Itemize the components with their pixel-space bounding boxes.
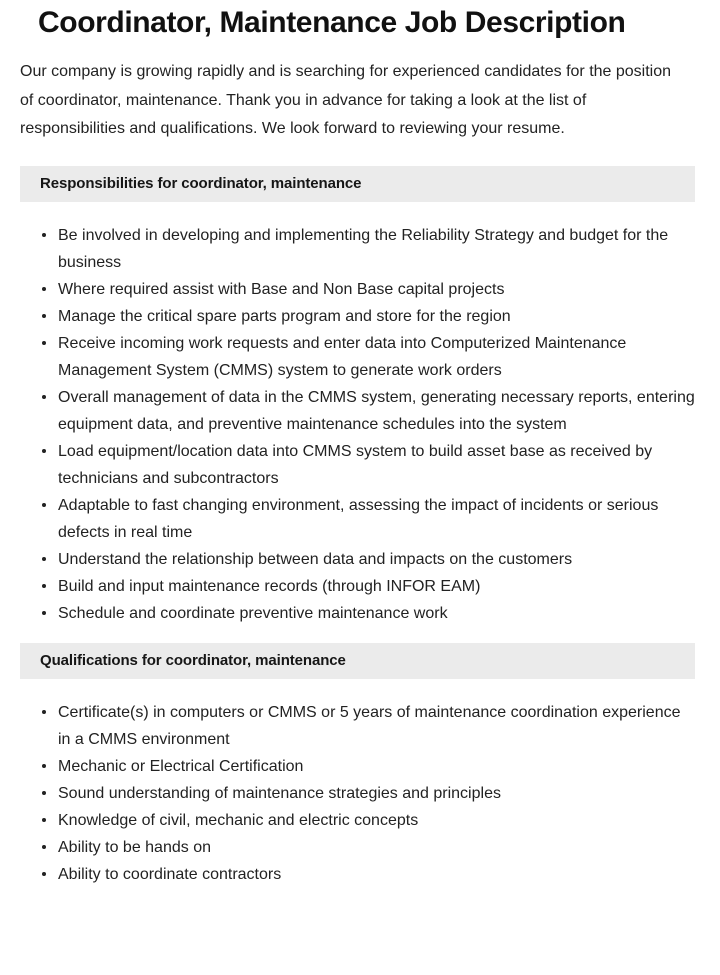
list-item-text: Adaptable to fast changing environment, assessing the impact of incidents or serious defects in real time [58,496,659,541]
list-item-text: Ability to coordinate contractors [58,865,282,883]
responsibilities-heading-band [20,166,695,202]
list-item [0,753,720,780]
list-item [0,303,720,330]
list-item [0,600,720,627]
qualifications-heading-band [20,643,695,679]
list-item-text: Certificate(s) in computers or CMMS or 5 years of maintenance coordination experience in a CMMS environment [58,703,681,748]
qualifications-list [0,679,720,888]
list-item [0,573,720,600]
list-item-text: Schedule and coordinate preventive maintenance work [58,604,448,622]
list-item [0,834,720,861]
list-item [0,780,720,807]
list-item [0,222,720,276]
list-item-text: Be involved in developing and implementing the Reliability Strategy and budget for the business [58,226,669,271]
list-item-text: Knowledge of civil, mechanic and electric concepts [58,811,419,829]
list-item [0,861,720,888]
bullet-icon [42,710,46,714]
bullet-icon [42,845,46,849]
bullet-icon [42,818,46,822]
list-item-text: Understand the relationship between data and impacts on the customers [58,550,573,568]
page-title: Coordinator, Maintenance Job Description [38,6,626,39]
bullet-icon [42,233,46,237]
list-item-text: Ability to be hands on [58,838,211,856]
responsibilities-section [0,144,720,627]
responsibilities-heading: Responsibilities for coordinator, maintenance [40,174,362,192]
bullet-icon [42,314,46,318]
list-item-text: Build and input maintenance records (through INFOR EAM) [58,577,481,595]
list-item [0,330,720,384]
bullet-icon [42,557,46,561]
list-item-text: Load equipment/location data into CMMS system to build asset base as received by technicians and subcontractors [58,442,653,487]
list-item-text: Manage the critical spare parts program and store for the region [58,307,511,325]
list-item [0,384,720,438]
list-item-text: Where required assist with Base and Non Base capital projects [58,280,505,298]
bullet-icon [42,611,46,615]
list-item [0,807,720,834]
bullet-icon [42,791,46,795]
qualifications-section [0,627,720,888]
bullet-icon [42,764,46,768]
intro-paragraph: Our company is growing rapidly and is searching for experienced candidates for the position of coordinator, maintenance. Thank you in advance for taking a look at the list of responsibilities and qualifications. We look forward to reviewing your resume. [20,63,672,137]
list-item [0,438,720,492]
list-item-text: Receive incoming work requests and enter data into Computerized Maintenance Management System (CMMS) system to generate work orders [58,334,627,379]
responsibilities-list [0,202,720,627]
list-item-text: Mechanic or Electrical Certification [58,757,304,775]
list-item [0,276,720,303]
bullet-icon [42,503,46,507]
bullet-icon [42,395,46,399]
list-item [0,546,720,573]
list-item [0,699,720,753]
bullet-icon [42,584,46,588]
list-item-text: Overall management of data in the CMMS system, generating necessary reports, entering equipment data, and preventive maintenance schedules into the system [58,388,695,433]
bullet-icon [42,449,46,453]
bullet-icon [42,872,46,876]
bullet-icon [42,341,46,345]
qualifications-heading: Qualifications for coordinator, maintenance [40,651,346,669]
bullet-icon [42,287,46,291]
list-item-text: Sound understanding of maintenance strategies and principles [58,784,501,802]
list-item [0,492,720,546]
